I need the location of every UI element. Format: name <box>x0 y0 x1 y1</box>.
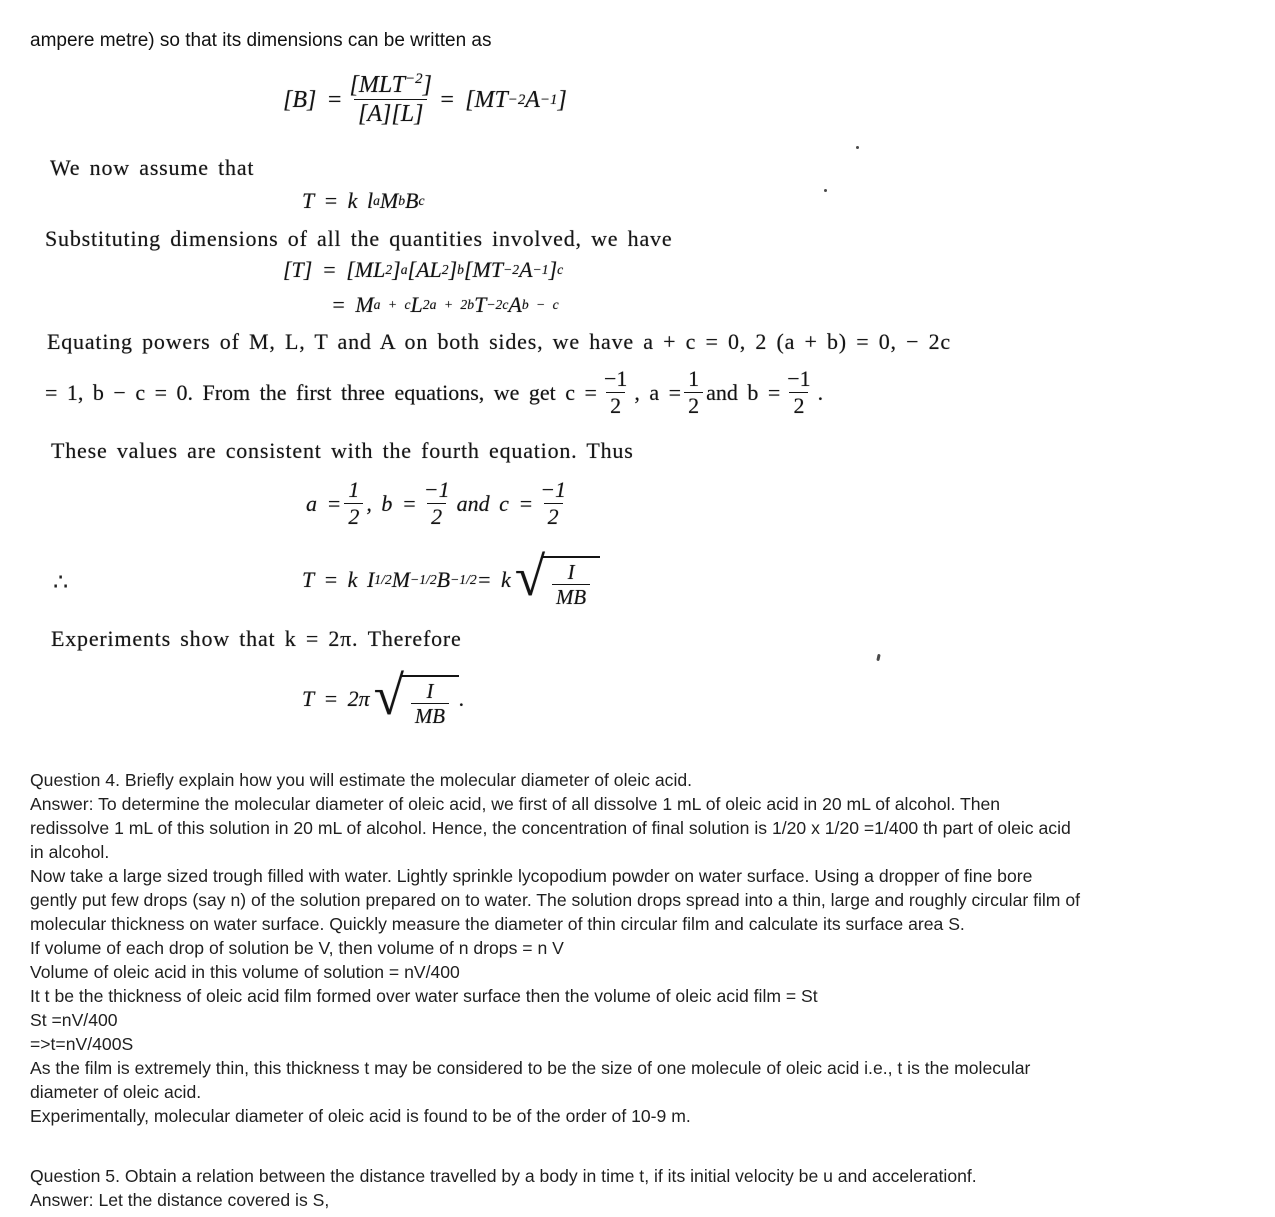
scan-artifact-comma <box>876 654 880 661</box>
scan-line-experiments: Experiments show that k = 2π. Therefore <box>51 626 462 651</box>
qa-line: It t be the thickness of oleic acid film formed over water surface then the volume of oleic acid film = St <box>30 986 818 1006</box>
equation-abc-values: a = $\frac{1}{2}$ , b = $\frac{-1}{2}$ and c = $\frac{-1}{2}$ <box>306 477 567 529</box>
qa-line: St =nV/400 <box>30 1010 118 1030</box>
qa-line: Question 4. Briefly explain how you will estimate the molecular diameter of oleic acid. <box>30 770 693 790</box>
question-4-answer-block <box>30 768 1080 1212</box>
qa-line: Now take a large sized trough filled with water. Lightly sprinkle lycopodium powder on water surface. Using a dropper of fine bore <box>30 866 1033 886</box>
equation-t-dims-1: [T] = [ML 2 ] a [AL 2 ] b [MT −2 A −1 ] c <box>283 257 564 282</box>
qa-line: molecular thickness on water surface. Quickly measure the diameter of thin circular film and calculate its surface area S. <box>30 914 965 934</box>
qa-line: Answer: Let the distance covered is S, <box>30 1190 330 1210</box>
qa-block-spacer <box>30 1128 1080 1164</box>
scan-line-we-now: We now assume that <box>50 155 255 180</box>
qa-line: As the film is extremely thin, this thickness t may be considered to be the size of one molecule of oleic acid i.e., t is the molecular <box>30 1058 1031 1078</box>
intro-line: ampere metre) so that its dimensions can be written as <box>30 30 492 51</box>
qa-line: gently put few drops (say n) of the solution prepared on to water. The solution drops spread into a thin, large and roughly circular film of <box>30 890 1081 910</box>
equation-t-result: T = k I 1/2 M −1/2 B −1/2 = k √ $\frac{I}{MB}$ <box>302 543 600 617</box>
equation-b-dimensions: [B] = $\frac{[MLT^{-2}]}{[A][L]}$ = [MT −2 A −1 ] <box>283 71 567 127</box>
equation-t-dims-2: = M a + c L 2a + 2b T −2c A b − c <box>331 292 559 317</box>
qa-line: Question 5. Obtain a relation between the distance travelled by a body in time t, if its initial velocity be u and accelerationf. <box>30 1166 977 1186</box>
qa-line: diameter of oleic acid. <box>30 1082 202 1102</box>
equation-t-final: T = 2π √ $\frac{I}{MB}$ . <box>302 664 465 728</box>
qa-line: Answer: To determine the molecular diameter of oleic acid, we first of all dissolve 1 mL of oleic acid in 20 mL of alcohol. Then <box>30 794 1001 814</box>
therefore-symbol: ∴ <box>53 568 69 596</box>
qa-line: Experimentally, molecular diameter of oleic acid is found to be of the order of 10-9 m. <box>30 1106 691 1126</box>
qa-line: If volume of each drop of solution be V, then volume of n drops = n V <box>30 938 564 958</box>
scan-artifact-dot <box>856 146 859 149</box>
qa-line: =>t=nV/400S <box>30 1034 134 1054</box>
equation-equating-2: = 1, b − c = 0. From the first three equations, we get c = $\frac{-1}{2}$ , a = $\frac{1}{2}$ and b = $\frac{-1}{2}$ . <box>45 366 824 418</box>
qa-line: in alcohol. <box>30 842 110 862</box>
equation-t-power: T = k l a M b B c <box>302 188 425 213</box>
qa-line: redissolve 1 mL of this solution in 20 mL of alcohol. Hence, the concentration of final solution is 1/20 x 1/20 =1/400 th part of oleic acid <box>30 818 1071 838</box>
scan-line-equating-1: Equating powers of M, L, T and A on both sides, we have a + c = 0, 2 (a + b) = 0, − 2c <box>47 329 952 354</box>
scan-line-substituting: Substituting dimensions of all the quantities involved, we have <box>45 226 673 251</box>
scan-artifact-dot <box>824 189 827 192</box>
scan-line-these-values: These values are consistent with the fourth equation. Thus <box>51 438 634 463</box>
qa-line: Volume of oleic acid in this volume of solution = nV/400 <box>30 962 460 982</box>
